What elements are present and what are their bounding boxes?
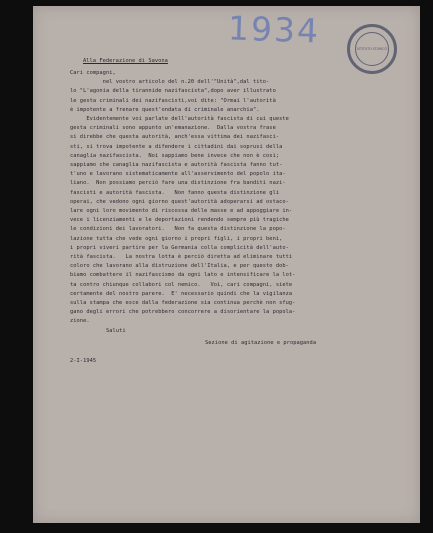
- letter-line: Cari compagni,: [70, 70, 116, 76]
- letter-line: liano. Non possiamo perciò fare una distinzione fra banditi nazi-: [70, 180, 286, 187]
- letter-line: sti, si trova impotente a difendere i cittadini dai soprusi della: [70, 143, 283, 150]
- letter-line: sappiamo che canaglia nazifascista e autorità fascista fanno tut-: [70, 162, 283, 168]
- signature: Sezione di agitazione e propaganda: [205, 340, 317, 346]
- letter-date: 2-I-1945: [70, 358, 97, 364]
- letter-page: [33, 6, 420, 523]
- letter-line: vece i licenziamenti e le deportazioni rendendo sempre più tragiche: [70, 217, 289, 224]
- closing-greeting: Saluti: [106, 328, 126, 334]
- archive-stamp: [347, 24, 397, 74]
- letter-line: ta contro chiunque collabori col nemico. Voi, cari compagni, siete: [70, 281, 293, 288]
- letter-line: è impotente a frenare quest'ondata di criminale anarchia".: [70, 106, 260, 113]
- letter-line: operai, che vedono ogni giorno quest'autorità adoperarsi ad ostaco-: [70, 198, 289, 205]
- letter-heading: Alla Federazione di Savona: [83, 58, 168, 64]
- letter-line: si direbbe che questa autorità, anch'essa vittima dei nazifasci-: [70, 134, 280, 141]
- letter-line: rità fascista. La nostra lotta è perciò diretta ad eliminare tutti: [70, 254, 293, 260]
- letter-line: Evidentemente voi parlate dell'autorità fascista di cui queste: [70, 116, 289, 122]
- letter-line: lazione tutta che vede ogni giorno i propri figli, i propri beni,: [70, 235, 283, 242]
- letter-line: t'uno e lavorano sistematicamente all'asservimento del popolo ita-: [70, 171, 286, 178]
- letter-line: canaglia nazifascista. Noi sappiamo bene invece che non è così;: [70, 152, 280, 159]
- letter-line: sulla stampa che esce dalla federazione sia continua perchè non sfug-: [70, 300, 296, 306]
- archive-stamp-text: ISTITUTO STORICO: [355, 32, 389, 66]
- letter-line: nel vostro articolo del n.20 dell'"Unità",dal tito-: [70, 79, 270, 86]
- letter-line: gesta criminali sono appunto un'emanazione. Dalla vostra frase: [70, 125, 276, 132]
- letter-line: biamo combattere il nazifascismo da ogni lato e intensificare la lot-: [70, 272, 296, 279]
- letter-line: le gesta criminali dei nazifascisti,voi dite: "Ormai l'autorità: [70, 97, 276, 104]
- letter-line: certamente del nostro parere. E' necessario quindi che la vigilanza: [70, 290, 293, 297]
- letter-line: lo "L'agonia della tirannide nazifascista",dopo aver illustrato: [70, 88, 276, 95]
- letter-line: lare ogni loro movimento di riscossa delle masse e ad appoggiare in-: [70, 208, 293, 214]
- letter-line: zione.: [70, 318, 90, 325]
- letter-line: i propri viveri partire per la Germania colla complicità dell'auto-: [70, 244, 289, 251]
- letter-line: gano degli errori che potrebbero concorrere a disorientare la popola-: [70, 309, 296, 316]
- letter-line: coloro che lavorano alla distruzione dell'Italia, e per questo dob-: [70, 263, 289, 270]
- letter-line: fascisti e autorità fascista. Non fanno questa distinzione gli: [70, 189, 280, 196]
- letter-line: le condizioni dei lavoratori. Non fa questa distinzione la popo-: [70, 226, 286, 233]
- handwritten-year: 1934: [227, 8, 321, 51]
